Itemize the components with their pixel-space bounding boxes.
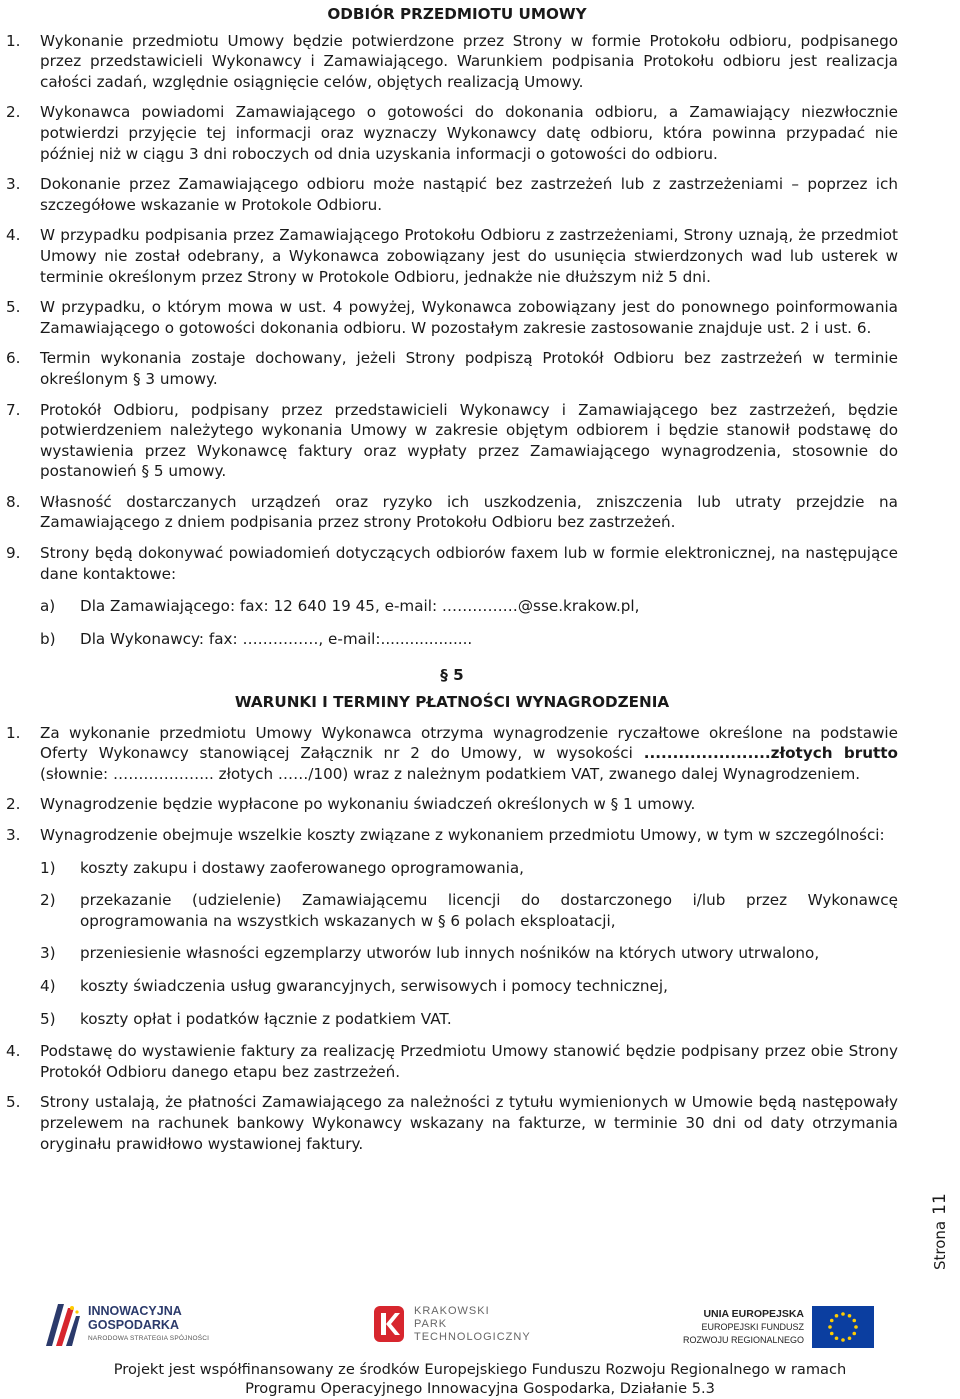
clause-number: 7. (6, 400, 21, 419)
contact-text: Dla Zamawiającego: fax: 12 640 19 45, e-mail: ……………@sse.krakow.pl, (80, 597, 640, 616)
eu-star-icon (848, 1314, 852, 1318)
clause-3 (6, 174, 898, 215)
footer-line-1: Projekt jest współfinansowany ze środków Europejskiego Funduszu Rozwoju Regionalnego w ramach (113, 1361, 847, 1378)
clause-number: 2. (6, 795, 21, 814)
clause-1 (6, 31, 898, 93)
ig-line-1: INNOWACYJNA (88, 1304, 182, 1318)
clause-number: 3. (6, 826, 21, 844)
eu-star-icon (830, 1319, 834, 1323)
clause-number: 1. (6, 31, 21, 50)
clause-text (40, 723, 898, 785)
payment-clause-2 (6, 794, 898, 815)
clause-4 (6, 225, 898, 287)
innowacyjna-gospodarka-logo (42, 1302, 209, 1348)
clause-9 (6, 543, 898, 584)
eu-star-icon (835, 1314, 839, 1318)
eu-star-icon (841, 1338, 845, 1342)
paragraph-number: § 5 (440, 666, 464, 685)
cost-text: przeniesienie własności egzemplarzy utworów lub innych nośników na których utwory utrwalono, (80, 944, 820, 963)
payment-clause-4 (6, 1041, 898, 1082)
ig-emblem-icon (42, 1302, 82, 1348)
clause-text: W przypadku, o którym mowa w ust. 4 powyżej, Wykonawca zobowiązany jest do ponownego poinformowania Zamawiającego o gotowości dokonania odbioru. W pozostałym zakresie zastosowanie znajduje ust. 2 i ust. 6. (40, 298, 898, 337)
clause-text: Wykonanie przedmiotu Umowy będzie potwierdzone przez Strony w formie Protokołu odbioru, podpisanego przez przedstawicieli Wykonawcy i Zamawiającego. Warunkiem podpisania Protokołu odbioru jest realizacja całości zadań, względnie osiągnięcie celów, objętych realizacją Umowy. (40, 31, 898, 91)
eu-star-icon (828, 1325, 832, 1329)
eu-star-icon (854, 1325, 858, 1329)
cost-number: 2) (40, 891, 56, 910)
payment-clause-5 (6, 1092, 898, 1154)
clause-number: 8. (6, 492, 21, 511)
ue-line-2: EUROPEJSKI FUNDUSZ (701, 1321, 805, 1332)
ig-text (88, 1304, 209, 1346)
clause-text: Dokonanie przez Zamawiającego odbioru może nastąpić bez zastrzeżeń lub z zastrzeżeniami – poprzez ich szczegółowe wskazanie w Protokole Odbioru. (40, 175, 898, 214)
logo-bar (0, 1298, 960, 1354)
clause-number: 4. (6, 226, 21, 245)
clause-text: Podstawę do wystawienie faktury za realizację Przedmiotu Umowy stanowić będzie podpisany przez obie Strony Protokół Odbioru danego etapu bez zastrzeżeń. (40, 1042, 898, 1081)
clause-text: W przypadku podpisania przez Zamawiającego Protokołu Odbioru z zastrzeżeniami, Strony uznają, że przedmiot Umowy nie został odebrany, a Wykonawca zobowiązany jest do usunięcia stwierdzonych wad lub usterek w terminie określonym przez Strony w Protokole Odbioru, jednakże nie dłuższym niż 5 dni. (40, 226, 898, 286)
section-title: WARUNKI I TERMINY PŁATNOŚCI WYNAGRODZENIA (234, 693, 670, 712)
eu-star-icon (848, 1336, 852, 1340)
footer-note (0, 1360, 960, 1398)
page-number: 11 (930, 1193, 950, 1215)
section-title: ODBIÓR PRZEDMIOTU UMOWY (327, 5, 587, 23)
ue-text (683, 1308, 804, 1347)
kpt-emblem-icon (372, 1304, 406, 1344)
cost-text: przekazanie (udzielenie) Zamawiającemu licencji do dostarczonego i/lub przez Wykonawcę oprogramowania na wszystkich wskazanych w § 6 polach eksploatacji, (80, 891, 898, 930)
clause-text: Termin wykonania zostaje dochowany, jeżeli Strony podpiszą Protokół Odbioru bez zastrzeżeń w terminie określonym § 3 umowy. (40, 349, 898, 388)
cost-item (40, 858, 898, 879)
clause-number: 5. (6, 298, 21, 317)
clause-text: Własność dostarczanych urządzeń oraz ryzyko ich uszkodzenia, zniszczenia lub utraty przejdzie na Zamawiającego z dniem podpisania przez strony Protokołu Odbioru bez zastrzeżeń. (40, 492, 898, 532)
clause-number: 1. (6, 723, 21, 742)
clause-text: Wynagrodzenie obejmuje wszelkie koszty związane z wykonaniem przedmiotu Umowy, w tym w szczególności: (40, 826, 885, 844)
clause-6 (6, 348, 898, 389)
clause-text: Strony ustalają, że płatności Zamawiającego za należności z tytułu wymienionych w Umowie będą następowały przelewem na rachunek bankowy Wykonawcy wskazany na fakturze, w terminie 30 dni od daty otrzymania oryginału prawidłowo wystawionej faktury. (40, 1093, 898, 1153)
clause-number: 4. (6, 1042, 21, 1061)
clause-text: Wynagrodzenie będzie wypłacone po wykonaniu świadczeń określonych w § 1 umowy. (40, 795, 696, 814)
cost-item (40, 1009, 898, 1030)
ue-line-3: ROZWOJU REGIONALNEGO (683, 1334, 805, 1345)
eu-star-icon (830, 1332, 834, 1336)
kpt-line-1: KRAKOWSKI (414, 1304, 490, 1317)
cost-number: 3) (40, 944, 56, 963)
kpt-line-2: PARK (414, 1317, 448, 1330)
eu-star-icon (852, 1332, 856, 1336)
ig-line-3: NARODOWA STRATEGIA SPÓJNOŚCI (88, 1335, 210, 1342)
unia-europejska-logo (683, 1306, 874, 1348)
contact-letter: b) (40, 629, 56, 648)
cost-item (40, 890, 898, 931)
ue-line-1: UNIA EUROPEJSKA (703, 1307, 805, 1320)
contact-text: Dla Wykonawcy: fax: ……………, e-mail:................... (80, 629, 473, 648)
clause-text: Strony będą dokonywać powiadomień dotyczących odbiorów faxem lub w formie elektronicznej, na następujące dane kontaktowe: (40, 544, 898, 583)
cost-item (40, 976, 898, 997)
clause-text: Wykonawca powiadomi Zamawiającego o gotowości do dokonania odbioru, a Zamawiający niezwłocznie potwierdzi przyjęcie tej informacji oraz wyznaczy Wykonawcy datę odbioru, która powinna przypadać nie później niż w ciągu 3 dni roboczych od dnia uzyskania informacji o gotowości do odbioru. (40, 103, 898, 163)
cost-number: 5) (40, 1009, 56, 1028)
page-label: Strona (931, 1220, 949, 1270)
eu-star-icon (852, 1319, 856, 1323)
eu-flag-icon (812, 1306, 874, 1348)
clause-number: 9. (6, 544, 21, 563)
clause-text-start: Za wykonanie przedmiotu Umowy Wykonawca otrzyma wynagrodzenie ryczałtowe określone na podstawie Oferty Wykonawcy stanowiącej Załącznik nr 2 do Umowy, w wysokości (40, 723, 898, 763)
kpt-line-3: TECHNOLOGICZNY (414, 1330, 531, 1343)
eu-star-icon (835, 1336, 839, 1340)
cost-text: koszty świadczenia usług gwarancyjnych, serwisowych i pomocy technicznej, (80, 976, 668, 995)
eu-star-icon (841, 1312, 845, 1316)
clause-text-end: (słownie: ……………….. złotych ……/100) wraz z należnym podatkiem VAT, zwanego dalej Wynagrodzeniem. (40, 764, 861, 783)
payment-clause-1 (6, 723, 898, 785)
clause-5 (6, 297, 898, 338)
clause-number: 6. (6, 349, 21, 368)
document-body (6, 4, 898, 1164)
krakowski-park-technologiczny-logo (372, 1304, 531, 1344)
clause-8 (6, 492, 898, 533)
payment-clause-3 (6, 825, 898, 846)
footer-line-2: Programu Operacyjnego Innowacyjna Gospodarka, Działanie 5.3 (245, 1380, 715, 1397)
cost-text: koszty opłat i podatków łącznie z podatkiem VAT. (80, 1009, 452, 1028)
contact-letter: a) (40, 597, 56, 616)
clause-text: Protokół Odbioru, podpisany przez przedstawicieli Wykonawcy i Zamawiającego bez zastrzeżeń, będzie potwierdzeniem należytego wykonania Umowy w zakresie objętym odbiorem i będzie stanowił podstawę do wystawienia przez Wykonawcę faktury oraz wypłaty przez Zamawiającego wynagrodzenia, stosownie do postanowień § 5 umowy. (40, 400, 898, 481)
contact-item (40, 596, 898, 617)
clause-number: 3. (6, 175, 21, 194)
clause-number: 5. (6, 1093, 21, 1112)
ig-line-2: GOSPODARKA (88, 1318, 179, 1332)
page-number-vertical (930, 1193, 951, 1270)
amount-placeholder: ......................złotych brutto (643, 744, 898, 763)
clause-2 (6, 102, 898, 164)
cost-number: 4) (40, 976, 56, 995)
clause-7 (6, 400, 898, 482)
clause-number: 2. (6, 103, 21, 122)
contact-item (40, 629, 898, 650)
cost-text: koszty zakupu i dostawy zaoferowanego oprogramowania, (80, 858, 524, 877)
cost-number: 1) (40, 858, 56, 877)
cost-item (40, 943, 898, 964)
kpt-text (414, 1305, 531, 1344)
